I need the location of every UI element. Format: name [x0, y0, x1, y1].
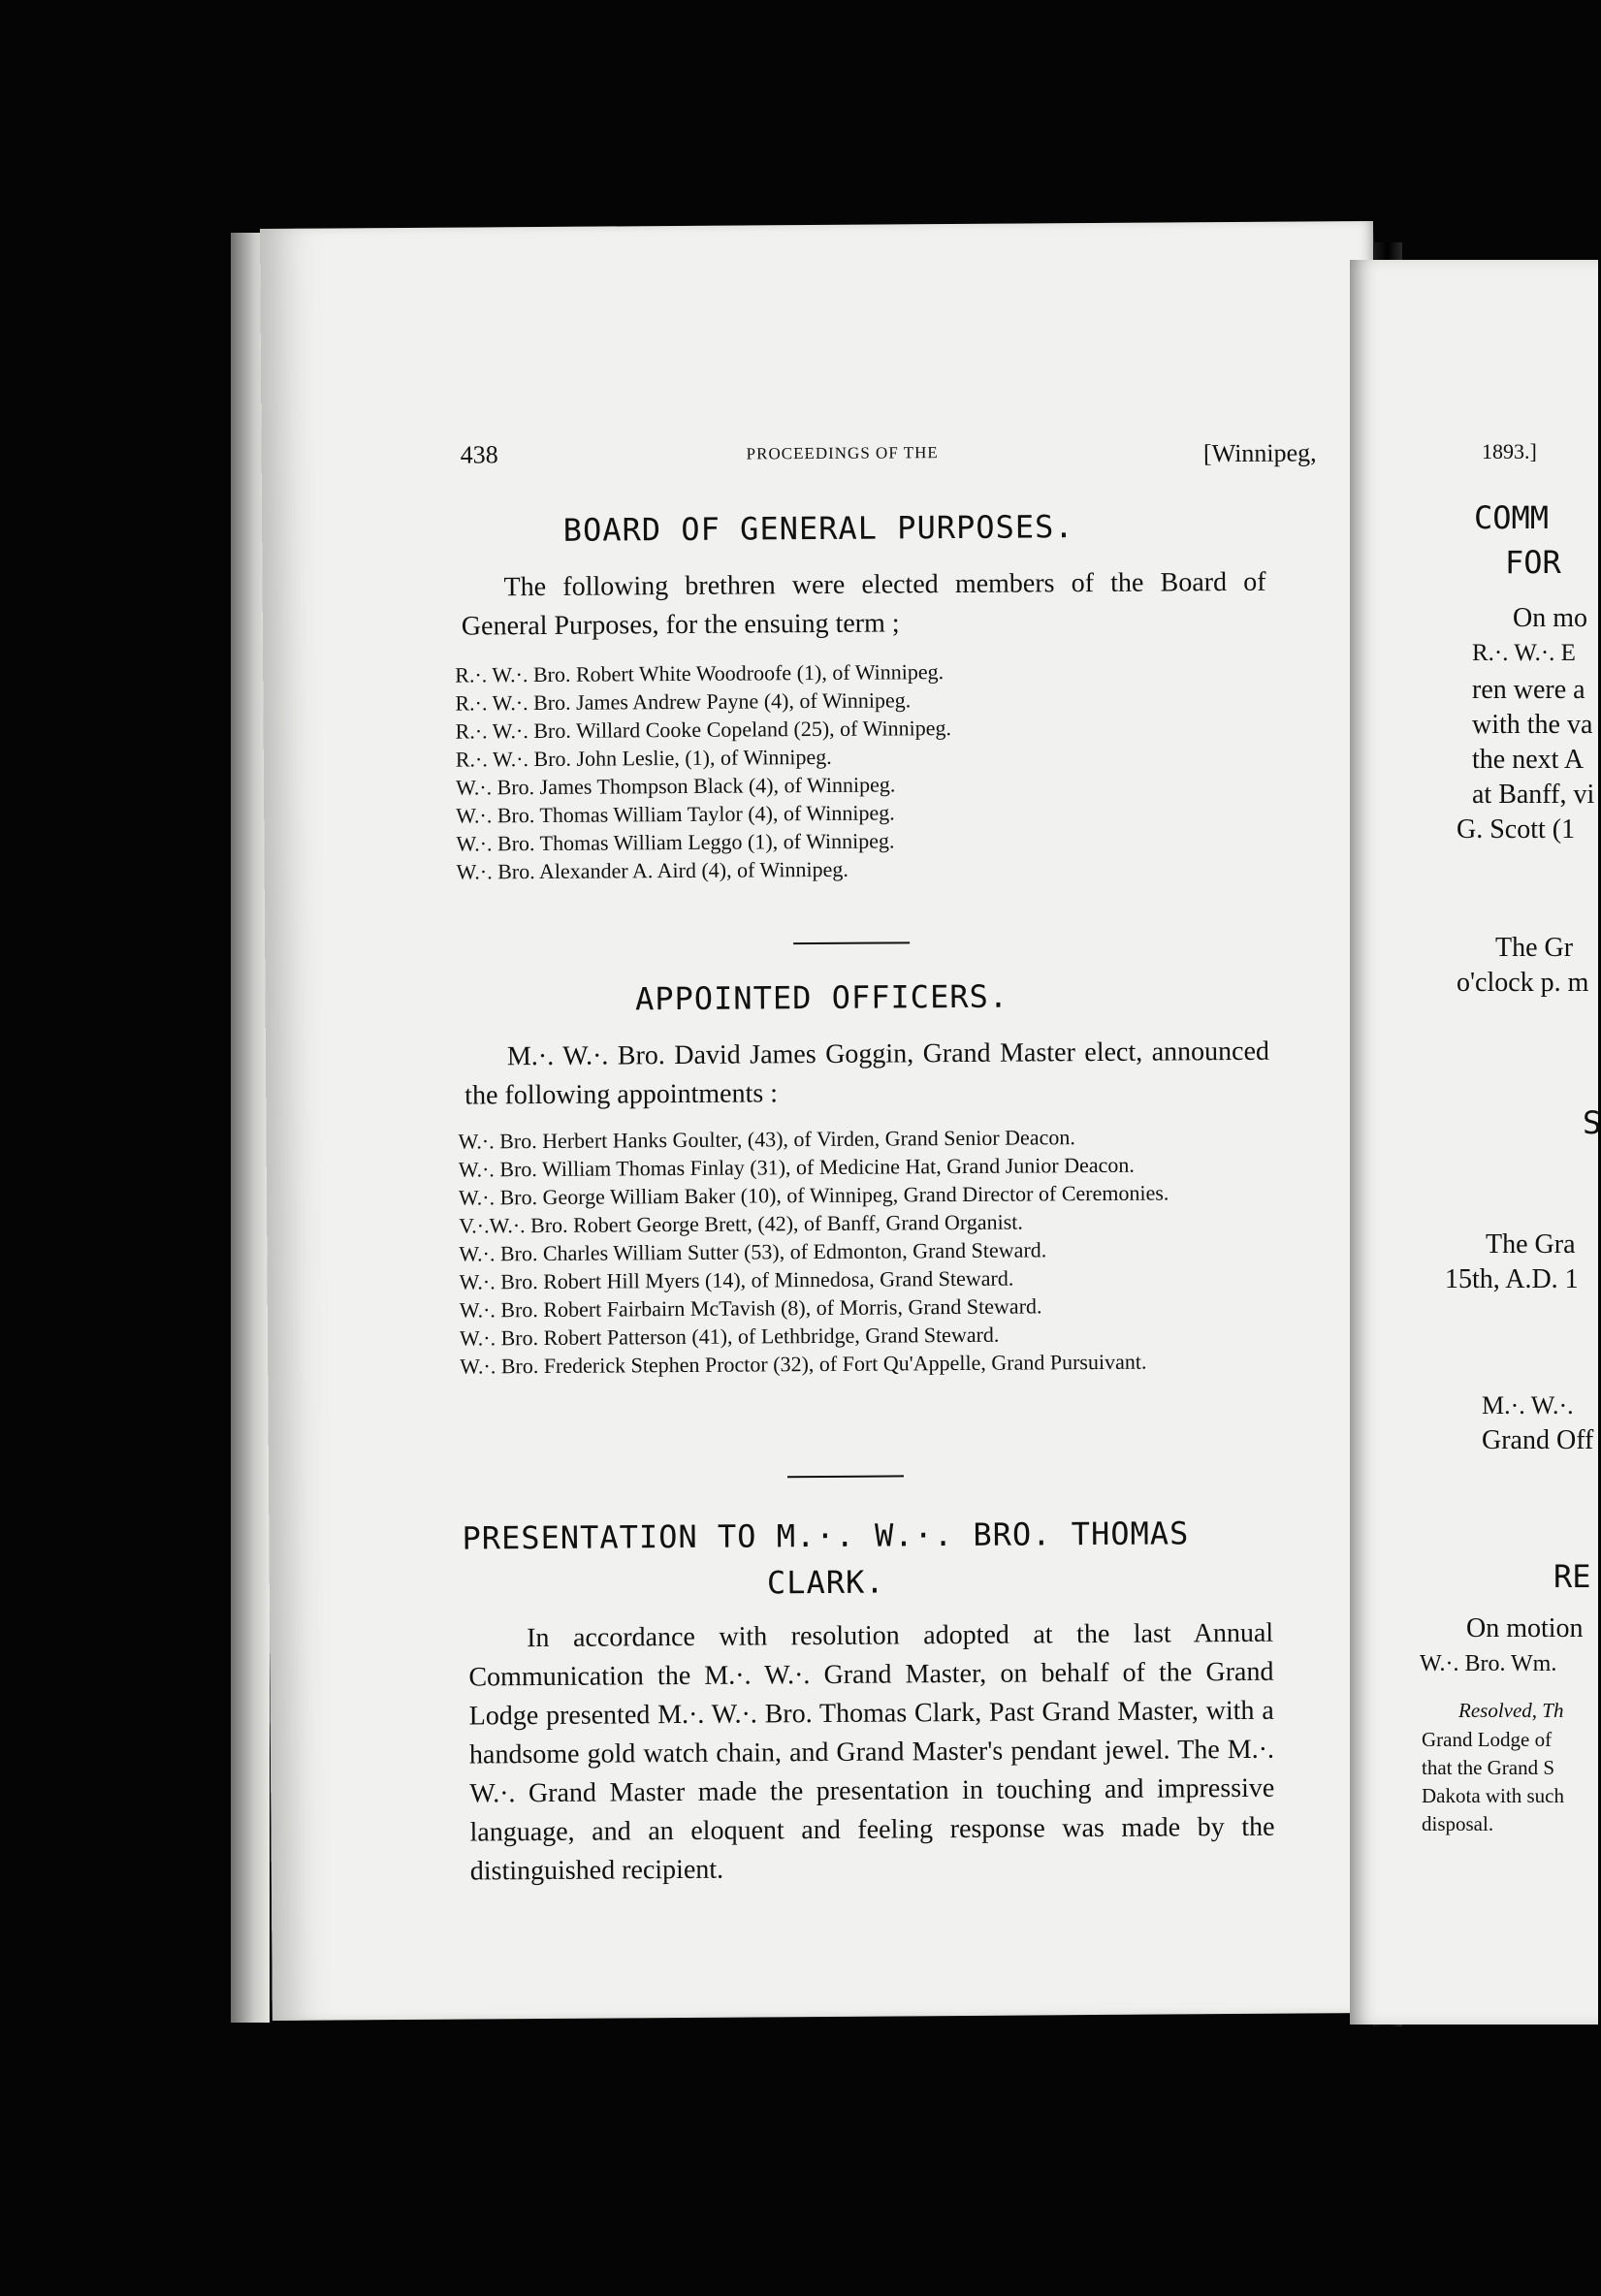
list-item: R.·. W.·. Bro. Willard Cooke Copeland (25), of Winnipeg. — [455, 716, 951, 744]
right-text-fragment: ren were a — [1472, 675, 1585, 705]
right-heading-fragment: FOR — [1505, 544, 1561, 581]
right-text-fragment: disposal. — [1422, 1812, 1494, 1835]
right-text-fragment: at Banff, vi — [1472, 780, 1595, 810]
board-member-list — [455, 655, 1281, 886]
list-item: W.·. Bro. Thomas William Leggo (1), of Winnipeg. — [456, 828, 895, 856]
right-text-fragment: Resolved, Th — [1458, 1699, 1564, 1722]
right-heading-fragment: COMM — [1474, 499, 1550, 536]
presentation-heading-line2: CLARK. — [766, 1563, 885, 1602]
right-text-fragment: On motion — [1466, 1613, 1584, 1643]
list-item: W.·. Bro. Charles William Sutter (53), of Edmonton, Grand Steward. — [459, 1237, 1047, 1266]
list-item: W.·. Bro. Alexander A. Aird (4), of Winnipeg. — [456, 856, 849, 884]
list-item: W.·. Bro. Herbert Hanks Goulter, (43), of Virden, Grand Senior Deacon. — [458, 1125, 1075, 1154]
right-text-fragment: Grand Lodge of — [1422, 1728, 1553, 1751]
section-divider — [787, 1475, 904, 1478]
list-item: W.·. Bro. Frederick Stephen Proctor (32), of Fort Qu'Appelle, Grand Pursuivant. — [460, 1349, 1147, 1379]
right-text-fragment: the next A — [1472, 745, 1585, 775]
list-item: V.·.W.·. Bro. Robert George Brett, (42), of Banff, Grand Organist. — [459, 1209, 1023, 1238]
page-header — [262, 434, 1375, 481]
running-place: [Winnipeg, — [1202, 438, 1317, 468]
right-heading-fragment: RE — [1553, 1558, 1591, 1595]
list-item: W.·. Bro. Robert Fairbairn McTavish (8), of Morris, Grand Steward. — [459, 1293, 1042, 1323]
presentation-heading — [269, 1509, 1383, 1610]
list-item: W.·. Bro. Thomas William Taylor (4), of Winnipeg. — [456, 800, 895, 828]
officers-heading: APPOINTED OFFICERS. — [634, 977, 1009, 1018]
right-text-fragment: M.·. W.·. — [1482, 1391, 1574, 1419]
presentation-heading-line1: PRESENTATION TO M.·. W.·. BRO. THOMAS — [462, 1515, 1190, 1557]
right-heading-fragment: S — [1583, 1104, 1601, 1141]
list-item: R.·. W.·. Bro. James Andrew Payne (4), of Winnipeg. — [455, 687, 912, 716]
page-number: 438 — [460, 440, 498, 469]
left-page — [260, 221, 1386, 2021]
running-title: PROCEEDINGS OF THE — [746, 443, 939, 463]
right-text-fragment: The Gra — [1486, 1229, 1576, 1260]
board-heading: BOARD OF GENERAL PURPOSES. — [562, 508, 1074, 549]
section-divider — [793, 941, 910, 944]
list-item: W.·. Bro. James Thompson Black (4), of Winnipeg. — [455, 772, 896, 800]
list-item: W.·. Bro. William Thomas Finlay (31), of Medicine Hat, Grand Junior Deacon. — [458, 1152, 1135, 1182]
right-text-fragment: G. Scott (1 — [1457, 814, 1576, 845]
right-text-fragment: with the va — [1472, 710, 1593, 740]
right-text-fragment: W.·. Bro. Wm. — [1420, 1651, 1557, 1676]
board-intro: The following brethren were elected members of the Board of General Purposes, for the ensuing term ; — [461, 566, 1266, 642]
right-text-fragment: Grand Off — [1482, 1425, 1594, 1455]
right-text-fragment: that the Grand S — [1422, 1756, 1555, 1779]
list-item: W.·. Bro. George William Baker (10), of Winnipeg, Grand Director of Ceremonies. — [458, 1180, 1169, 1210]
right-text-fragment: On mo — [1513, 603, 1587, 633]
list-item: W.·. Bro. Robert Hill Myers (14), of Minnedosa, Grand Steward. — [459, 1265, 1014, 1294]
appointment-list — [458, 1122, 1284, 1381]
right-text-fragment: 15th, A.D. 1 — [1445, 1264, 1579, 1294]
officers-intro: M.·. W.·. Bro. David James Goggin, Grand Master elect, announced the following appointments : — [464, 1036, 1270, 1111]
presentation-body: In accordance with resolution adopted at the last Annual Communication the M.·. W.·. Grand Master, on behalf of the Grand Lodge presented M.·. W.·. Bro. Thomas Clark, Past Grand Master, with a handsome gold watch chain, and Grand Master's pendant jewel. The M.·. W.·. Grand Master made the presentation in touching and impressive language, and an eloquent and feeling response was made by the distinguished recipient. — [468, 1617, 1275, 1887]
right-text-fragment: Dakota with such — [1422, 1784, 1564, 1807]
right-text-fragment: o'clock p. m — [1457, 968, 1589, 998]
right-page — [1350, 260, 1601, 2025]
list-item: W.·. Bro. Robert Patterson (41), of Lethbridge, Grand Steward. — [459, 1322, 1000, 1351]
right-text-fragment: The Gr — [1495, 933, 1574, 963]
list-item: R.·. W.·. Bro. Robert White Woodroofe (1), of Winnipeg. — [455, 659, 945, 687]
right-page-number: 1893.] — [1482, 439, 1537, 463]
list-item: R.·. W.·. Bro. John Leslie, (1), of Winnipeg. — [455, 744, 832, 772]
right-text-fragment: R.·. W.·. E — [1472, 640, 1576, 666]
